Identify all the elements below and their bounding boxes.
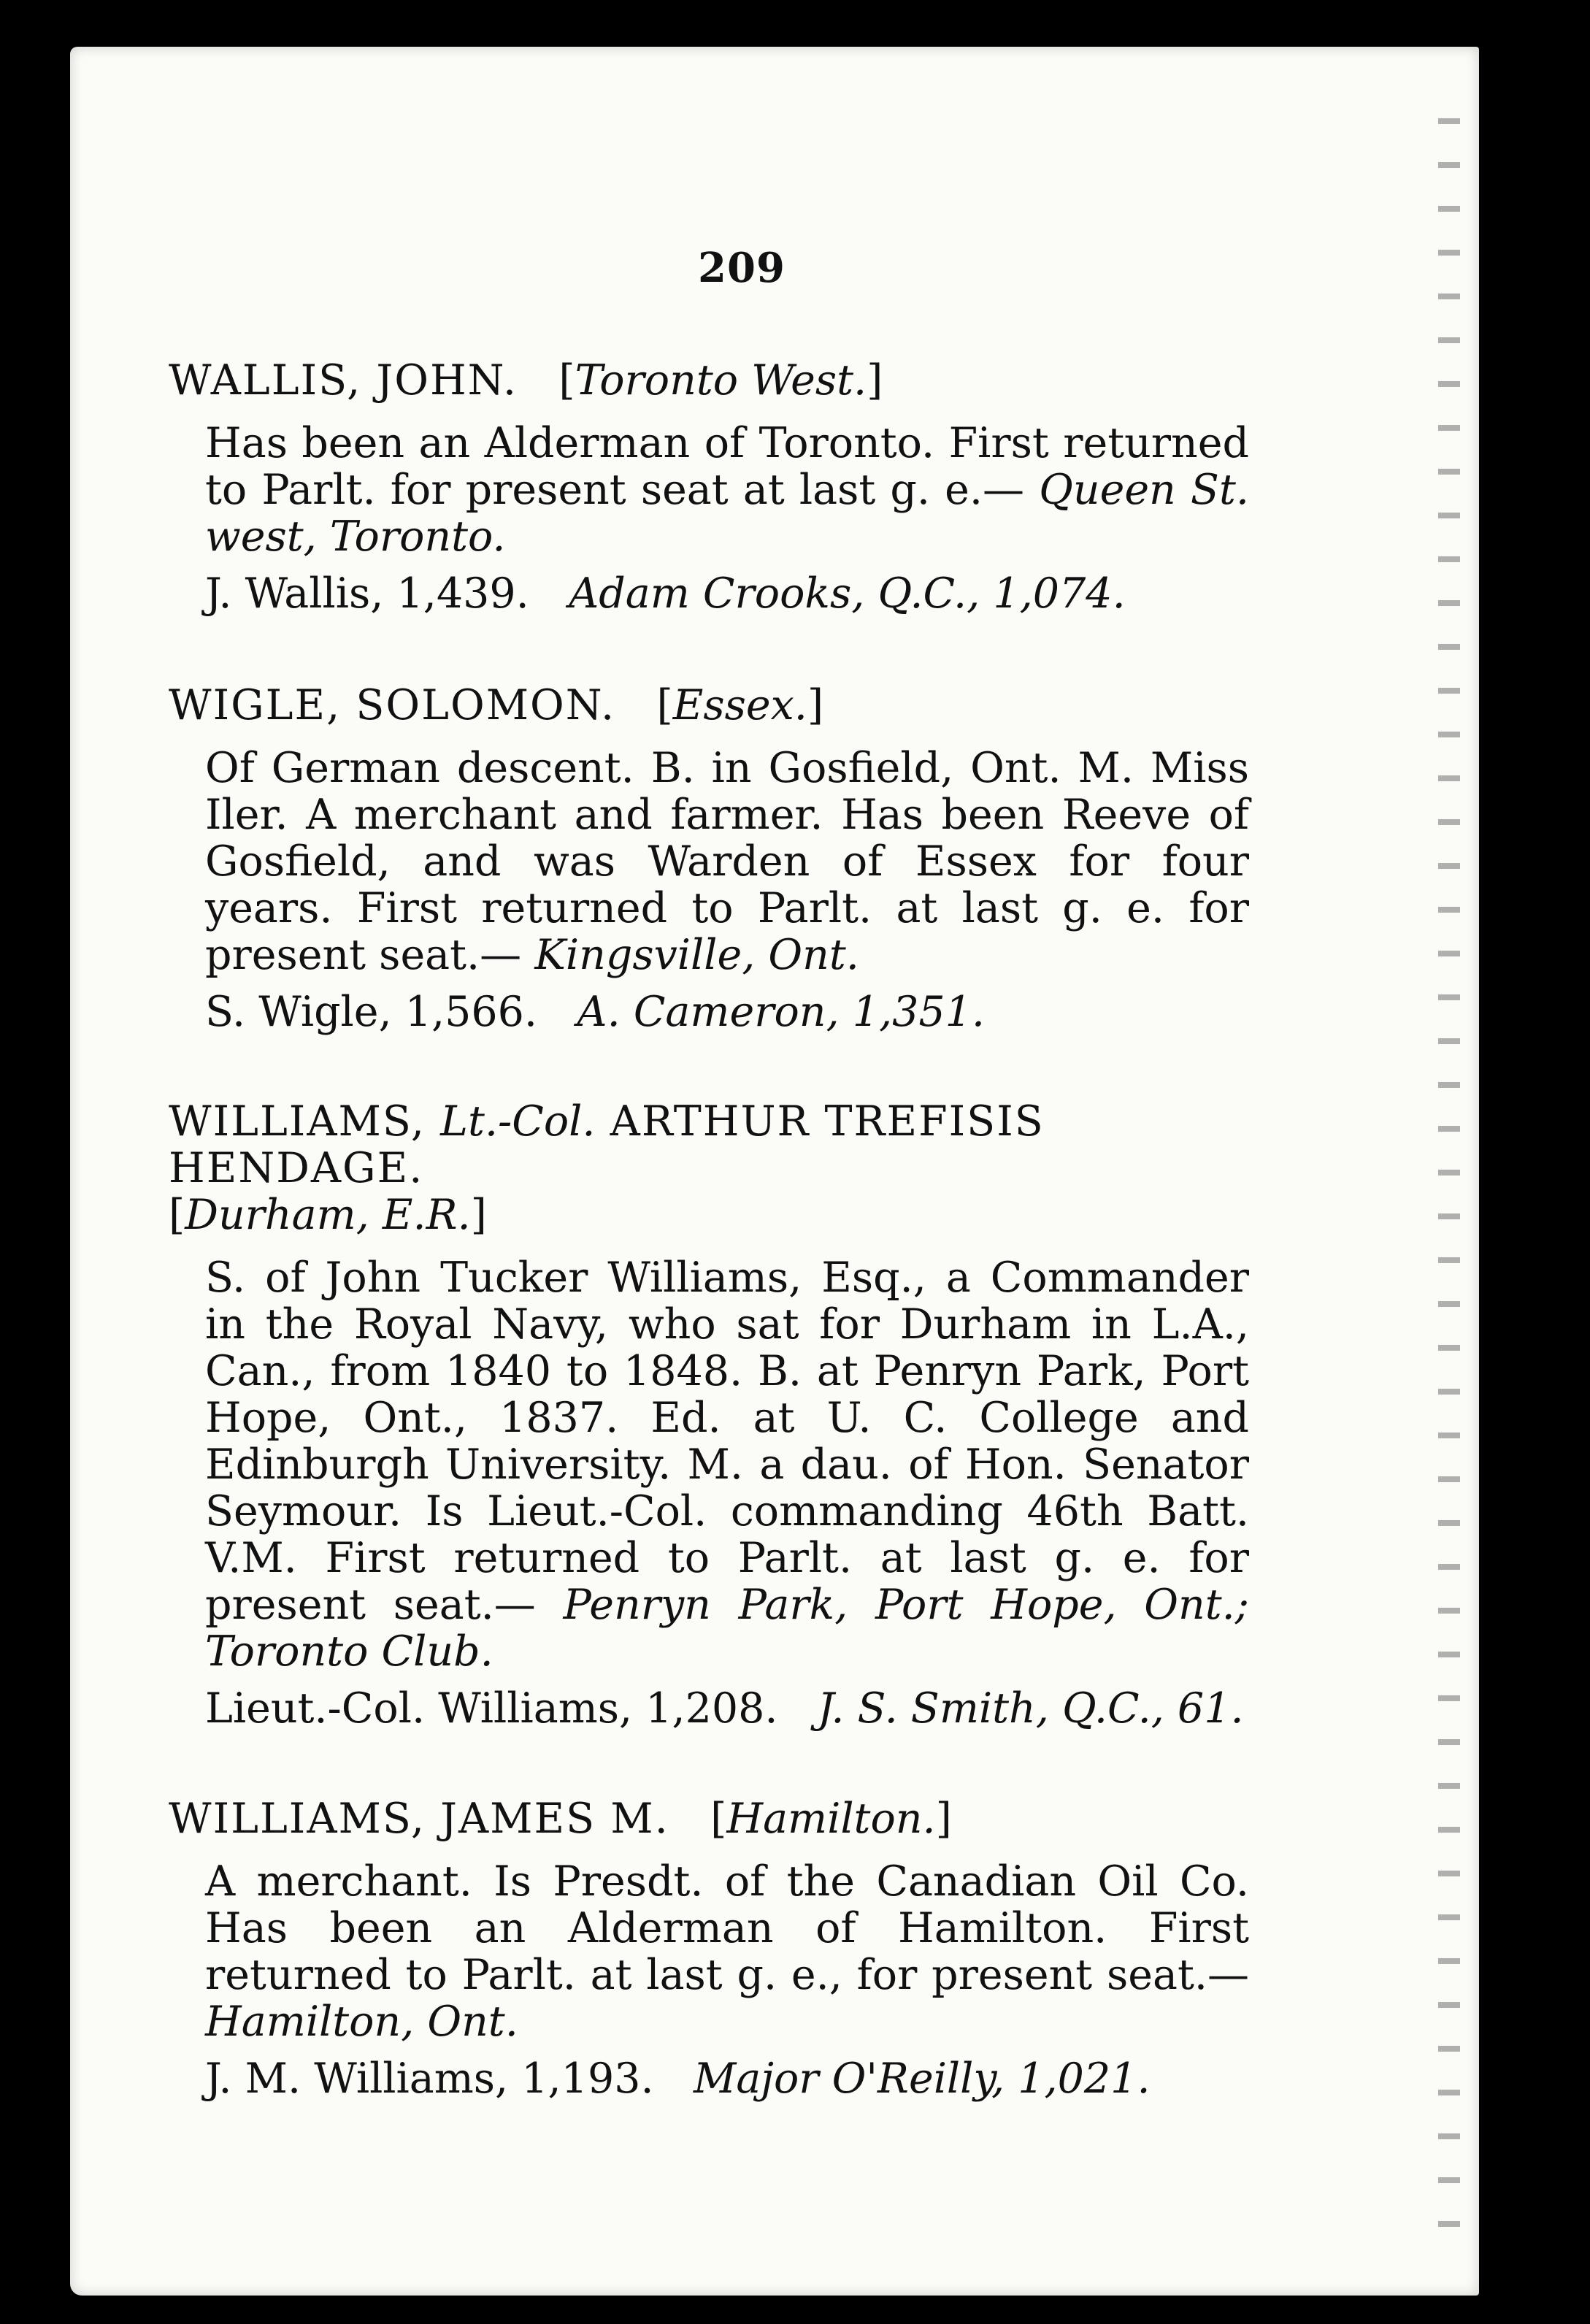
riding: Durham, E.R. (185, 1191, 471, 1239)
result-winner: S. Wigle, 1,566. (205, 988, 538, 1036)
bio-text: S. of John Tucker Williams, Esq., a Commander in the Royal Navy, who sat for Durham in L.A., Can., from 1840 to 1848. B. at Penryn Park, Port Hope, Ont., 1837. Ed. at U. C. College and Edinburgh University. M. a dau. of Hon. Senator Seymour. Is Lieut.-Col. commanding 46th Batt. V.M. First returned to Parlt. at last g. e. for present seat.— (205, 1254, 1249, 1629)
bio-text: Has been an Alderman of Toronto. First returned to Parlt. for present seat at last g. e.— (205, 419, 1249, 514)
result-winner: J. Wallis, 1,439. (205, 570, 529, 618)
bio-text: Of German descent. B. in Gosfield, Ont. M. Miss Iler. A merchant and farmer. Has been Reeve of Gosfield, and was Warden of Essex for four years. First returned to Parlt. at last g. e. for present seat.— (205, 744, 1249, 979)
member-rank: Lt.-Col. (440, 1097, 596, 1146)
entry-heading: WALLIS, JOHN. [Toronto West.] (169, 356, 883, 404)
election-result (169, 989, 1249, 1035)
result-opponent: Adam Crooks, Q.C., 1,074. (569, 570, 1126, 618)
member-given-names: ARTHUR TREFISIS HENDAGE. (169, 1097, 1045, 1192)
election-result (169, 570, 1249, 617)
biography (169, 1858, 1249, 2045)
biography (169, 1254, 1249, 1675)
member-name: WALLIS, JOHN. (169, 356, 518, 404)
address: Penryn Park, Port Hope, Ont.; Toronto Club. (205, 1581, 1249, 1676)
entry-wallis (169, 357, 1249, 617)
biography (169, 420, 1249, 560)
address: Kingsville, Ont. (534, 931, 859, 979)
riding: Hamilton. (726, 1795, 936, 1843)
bio-text: A merchant. Is Presdt. of the Canadian Oil Co. Has been an Alderman of Hamilton. First returned to Parlt. at last g. e., for present seat.— (205, 1857, 1249, 1999)
election-result (169, 2055, 1249, 2102)
member-surname: WILLIAMS, (169, 1097, 426, 1146)
entry-williams-james (169, 1795, 1249, 2102)
page-edge-shadow (1438, 105, 1460, 2252)
biography (169, 745, 1249, 978)
address: Hamilton, Ont. (205, 1998, 518, 2046)
result-opponent: A. Cameron, 1,351. (577, 988, 986, 1036)
result-opponent: Major O'Reilly, 1,021. (693, 2055, 1151, 2103)
member-name: WILLIAMS, JAMES M. (169, 1795, 669, 1843)
page-number: 209 (698, 244, 786, 292)
book-page (70, 47, 1479, 2296)
entry-heading: WIGLE, SOLOMON. [Essex.] (169, 681, 824, 729)
result-winner: Lieut.-Col. Williams, 1,208. (205, 1684, 778, 1733)
address: Queen St. west, Toronto. (205, 466, 1249, 561)
entry-heading: WILLIAMS, JAMES M. [Hamilton.] (169, 1795, 952, 1843)
riding: Toronto West. (575, 356, 867, 404)
result-opponent: J. S. Smith, Q.C., 61. (817, 1684, 1244, 1733)
member-name: WIGLE, SOLOMON. (169, 681, 616, 729)
result-winner: J. M. Williams, 1,193. (205, 2055, 654, 2103)
entry-heading: WILLIAMS, Lt.-Col. ARTHUR TREFISIS HENDAGE. [Durham, E.R.] (169, 1097, 1045, 1239)
entry-wigle (169, 682, 1249, 1035)
riding: Essex. (672, 681, 807, 729)
entry-williams-arthur (169, 1098, 1249, 1732)
election-result (169, 1685, 1249, 1732)
